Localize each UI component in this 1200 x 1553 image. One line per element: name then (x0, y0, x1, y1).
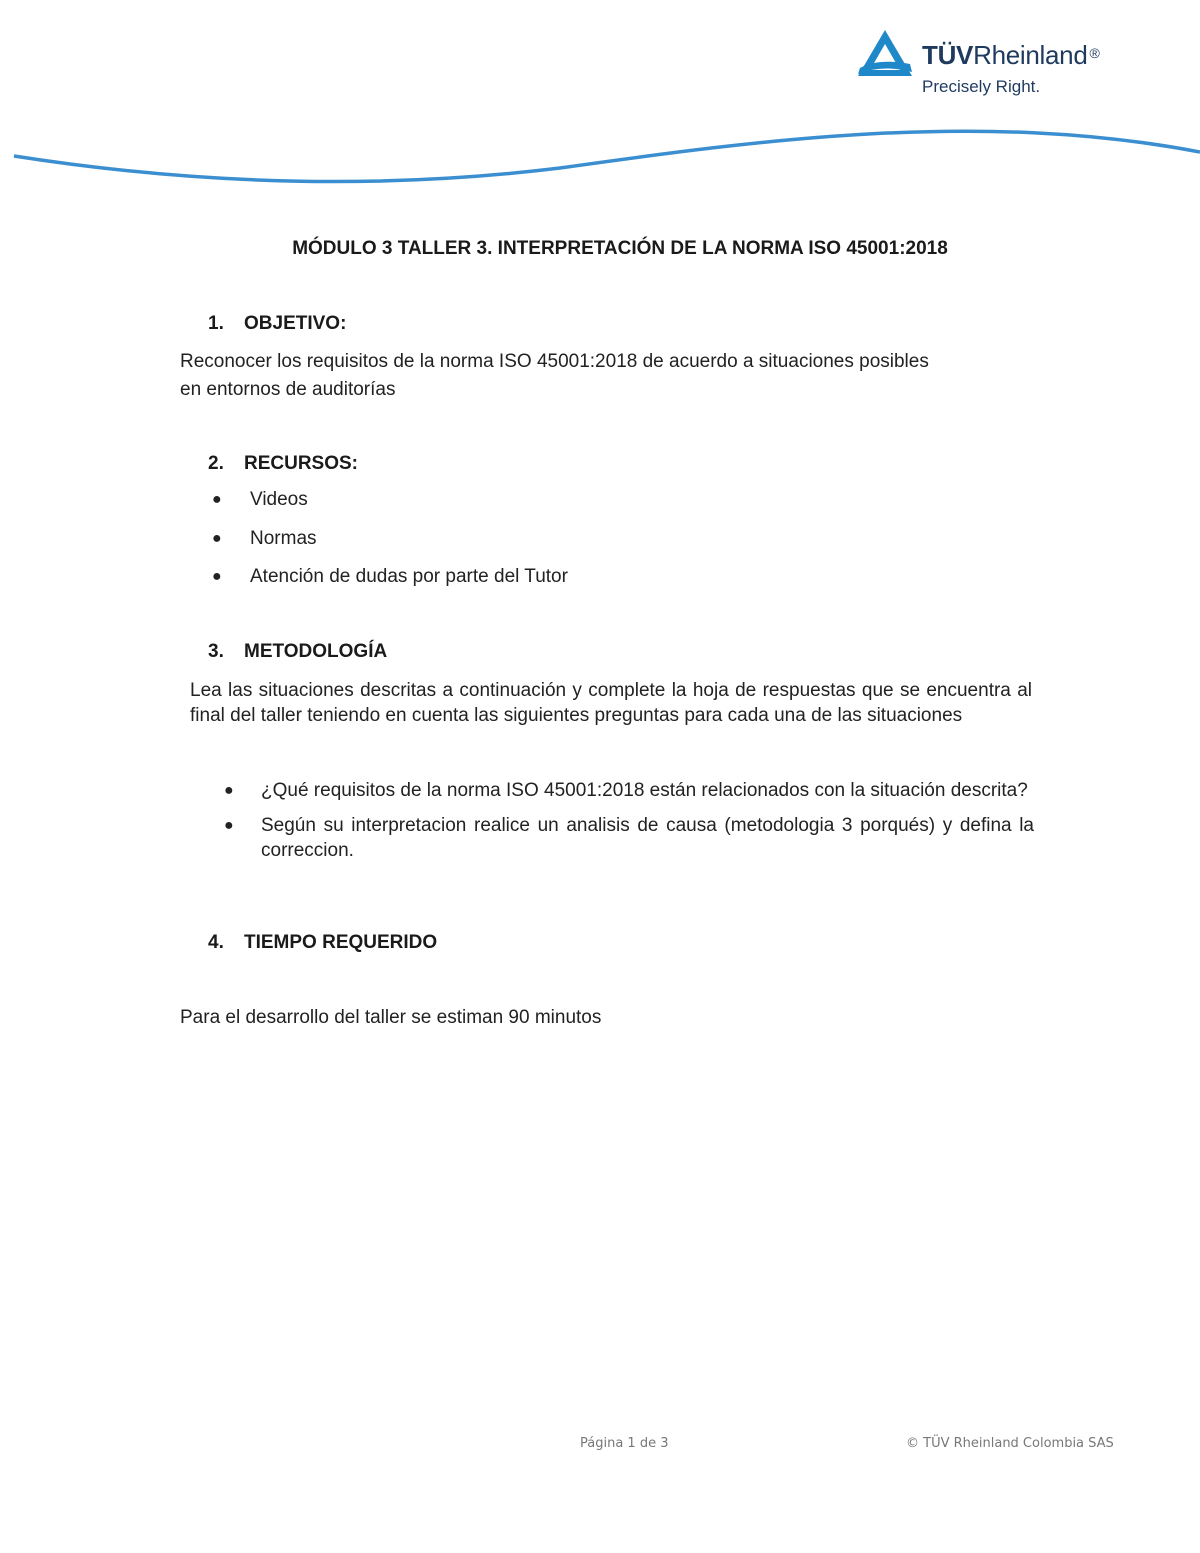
header-wave-line (0, 110, 1200, 200)
footer-copyright: © TÜV Rheinland Colombia SAS (906, 1436, 1114, 1451)
list-item: ● ¿Qué requisitos de la norma ISO 45001:2018 están relacionados con la situación descrita? (224, 780, 1028, 801)
recursos-list (212, 488, 568, 604)
document-title: MÓDULO 3 TALLER 3. INTERPRETACIÓN DE LA NORMA ISO 45001:2018 (292, 238, 948, 259)
list-item: ● Normas (212, 527, 317, 549)
section-metodologia-heading: 3. METODOLOGÍA (208, 641, 388, 662)
logo-brand-text: TÜVRheinland ® (922, 40, 1100, 70)
bullet-icon: ● (224, 817, 234, 834)
bullet-icon: ● (224, 782, 234, 799)
tiempo-text: Para el desarrollo del taller se estiman 90 minutos (180, 1007, 602, 1028)
page-number: Página 1 de 3 (580, 1436, 669, 1451)
tuv-triangle-icon (856, 28, 914, 78)
section-objetivo-heading: 1. OBJETIVO: (208, 313, 347, 334)
list-item: ● Atención de dudas por parte del Tutor (212, 566, 568, 587)
list-item: ● Videos (212, 489, 308, 510)
metodologia-text: Lea las situaciones descritas a continuación y complete la hoja de respuestas que se encuentra al final del taller teniendo en cuenta las siguientes preguntas para cada una de las situaciones (190, 680, 1032, 726)
bullet-icon: ● (212, 529, 222, 547)
list-item: ● Según su interpretacion realice un analisis de causa (metodologia 3 porqués) y defina la correccion. (224, 815, 1034, 861)
objetivo-text: Reconocer los requisitos de la norma ISO 45001:2018 de acuerdo a situaciones posibles en entornos de auditorías (180, 351, 929, 400)
bullet-icon: ● (212, 491, 222, 508)
bullet-icon: ● (212, 568, 222, 585)
metodologia-questions (224, 778, 1034, 873)
section-recursos-heading: 2. RECURSOS: (208, 453, 359, 474)
logo-tagline: Precisely Right. (922, 77, 1041, 96)
section-tiempo-heading: 4. TIEMPO REQUERIDO (208, 932, 438, 953)
tuv-rheinland-logo (856, 26, 1126, 106)
